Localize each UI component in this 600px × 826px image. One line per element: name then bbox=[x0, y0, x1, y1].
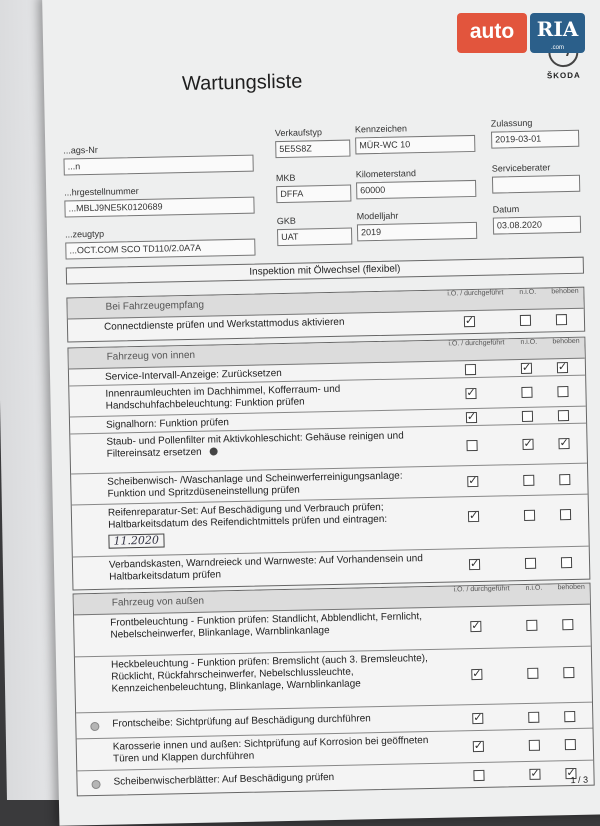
field-serviceberater: Serviceberater bbox=[492, 162, 581, 194]
field-modelljahr: Modelljahr 2019 bbox=[357, 209, 478, 242]
checklist-row: Staub- und Pollenfilter mit Aktivkohleschicht: Gehäuse reinigen und Filtereinsatz ersetzen ✓ ✓ bbox=[70, 424, 587, 475]
checkbox-behoben[interactable]: ✓ bbox=[559, 437, 569, 450]
checklist-row: Innenraumleuchten im Dachhimmel, Kofferraum- und Handschuhfachbeleuchtung: Funktion prüfen ✓ bbox=[69, 376, 586, 418]
checkbox-behoben[interactable] bbox=[559, 474, 570, 485]
marker-dot-icon bbox=[210, 448, 218, 456]
checkbox-behoben[interactable] bbox=[558, 410, 569, 421]
checklist-row: Scheibenwischerblätter: Auf Beschädigung prüfen ✓ ✓ bbox=[77, 761, 593, 796]
field-zulassung: Zulassung 2019-03-01 bbox=[491, 117, 580, 149]
autoria-watermark bbox=[457, 13, 587, 53]
checkbox-io[interactable]: ✓ bbox=[464, 314, 475, 328]
section-empfang bbox=[66, 287, 585, 343]
watermark-auto: auto bbox=[457, 13, 527, 53]
checkbox-nio[interactable] bbox=[526, 620, 537, 631]
checklist-row: Verbandskasten, Warndreieck und Warnweste: Auf Vorhandensein und Haltbarkeitsdatum prüfen ✓ bbox=[73, 547, 590, 590]
field-kilometerstand: Kilometerstand 60000 bbox=[356, 167, 477, 200]
section-aussen-header: Fahrzeug von außen i.O. / durchgeführt n.i.O. behoben bbox=[74, 584, 590, 616]
field-mkb: MKB DFFA bbox=[276, 172, 352, 204]
checkbox-nio[interactable]: ✓ bbox=[521, 361, 532, 374]
field-fahrgestellnummer: ...hrgestellnummer ...MBLJ9NE5K0120689 bbox=[64, 184, 255, 218]
skoda-brand-text: ŠKODA bbox=[546, 70, 581, 81]
checkbox-io[interactable]: ✓ bbox=[472, 667, 482, 681]
section-innen bbox=[67, 337, 590, 591]
checkbox-io[interactable]: ✓ bbox=[469, 557, 480, 571]
field-verkaufstyp: Verkaufstyp 5E5S8Z bbox=[275, 127, 351, 159]
bullet-icon bbox=[91, 780, 100, 789]
checkbox-io[interactable]: ✓ bbox=[473, 711, 483, 725]
checkbox-behoben[interactable] bbox=[560, 509, 571, 520]
checkbox-behoben[interactable] bbox=[565, 739, 576, 750]
checklist-row: Frontbeleuchtung - Funktion prüfen: Standlicht, Abblendlicht, Fernlicht, Nebelscheinwerfer, Blinkanlage, Warnblinkanlage ✓ bbox=[74, 605, 591, 658]
field-fahrzeugtyp: ...zeugtyp ...OCT.COM SCO TD110/2.0A7A bbox=[65, 226, 256, 260]
checkbox-behoben[interactable] bbox=[556, 314, 567, 325]
section-empfang-header: Bei Fahrzeugempfang i.O. / durchgeführt n.i.O. behoben bbox=[67, 288, 583, 320]
page-number: 1 / 3 bbox=[570, 774, 589, 786]
checklist-row: Signalhorn: Funktion prüfen ✓ bbox=[70, 407, 586, 435]
checkbox-behoben[interactable] bbox=[557, 386, 568, 397]
checkbox-nio[interactable] bbox=[523, 475, 534, 486]
field-gkb: GKB UAT bbox=[277, 215, 353, 247]
checkbox-nio[interactable] bbox=[527, 668, 538, 679]
section-innen-header: Fahrzeug von innen i.O. / durchgeführt n.i.O. behoben bbox=[68, 338, 584, 370]
checkbox-nio[interactable] bbox=[522, 411, 533, 422]
checkbox-behoben[interactable] bbox=[561, 557, 572, 568]
handwritten-date: 11.2020 bbox=[108, 534, 164, 549]
checkbox-io[interactable]: ✓ bbox=[468, 474, 478, 488]
checkbox-io[interactable]: ✓ bbox=[468, 509, 479, 523]
checkbox-nio[interactable] bbox=[521, 387, 532, 398]
checklist-row: Connectdienste prüfen und Werkstattmodus aktivieren ✓ bbox=[68, 309, 584, 342]
document-sheet bbox=[42, 0, 600, 826]
checkbox-io[interactable] bbox=[466, 440, 477, 451]
checkbox-behoben[interactable]: ✓ bbox=[566, 766, 576, 780]
bullet-icon bbox=[90, 722, 99, 731]
checkbox-nio[interactable] bbox=[520, 315, 531, 326]
checkbox-io[interactable]: ✓ bbox=[466, 410, 477, 424]
watermark-ria: RIA .com bbox=[530, 13, 585, 53]
checkbox-io[interactable]: ✓ bbox=[471, 619, 481, 633]
checkbox-io[interactable] bbox=[465, 364, 476, 375]
checkbox-nio[interactable]: ✓ bbox=[530, 767, 540, 780]
checkbox-behoben[interactable] bbox=[564, 711, 575, 722]
checklist-row: Frontscheibe: Sichtprüfung auf Beschädigung durchführen ✓ bbox=[76, 703, 592, 740]
inspection-type-bar: Inspektion mit Ölwechsel (flexibel) bbox=[66, 257, 584, 285]
checkbox-io[interactable]: ✓ bbox=[466, 386, 476, 400]
checklist-row: Scheibenwisch- /Waschanlage und Scheinwerferreinigungsanlage: Funktion und Spritzdüseneinstellung prüfen ✓ bbox=[71, 464, 588, 506]
checkbox-nio[interactable] bbox=[524, 510, 535, 521]
field-datum: Datum 03.08.2020 bbox=[493, 203, 582, 235]
checklist-row: Heckbeleuchtung - Funktion prüfen: Bremslicht (auch 3. Bremsleuchte), Rücklicht, Rückfahrscheinwerfer, Nebelschlussleuchte, Kennzeichenbeleuchtung, Blinkanlage, Warnblinkanlage ✓ bbox=[75, 647, 592, 714]
checkbox-io[interactable] bbox=[473, 770, 484, 781]
checkbox-nio[interactable]: ✓ bbox=[523, 437, 533, 450]
checkbox-io[interactable]: ✓ bbox=[473, 739, 484, 753]
checkbox-nio[interactable] bbox=[525, 558, 536, 569]
document-title: Wartungsliste bbox=[181, 70, 303, 96]
checkbox-nio[interactable] bbox=[528, 712, 539, 723]
checklist-row: Service-Intervall-Anzeige: Zurücksetzen ✓ ✓ bbox=[69, 359, 585, 387]
checklist-row: Reifenreparatur-Set: Auf Beschädigung und Verbrauch prüfen; Haltbarkeitsdatum des Reifendichtmittels prüfen und eintragen: 11.2020 ✓ bbox=[72, 495, 589, 558]
field-auftrag: ...ags-Nr ...n bbox=[63, 142, 254, 176]
field-kennzeichen: Kennzeichen MÜR-WC 10 bbox=[355, 122, 476, 155]
checklist-row: Karosserie innen und außen: Sichtprüfung auf Korrosion bei geöffneten Türen und Klappen durchführen ✓ bbox=[77, 729, 594, 772]
checkbox-nio[interactable] bbox=[529, 740, 540, 751]
section-aussen bbox=[73, 583, 595, 797]
checkbox-behoben[interactable]: ✓ bbox=[557, 361, 568, 374]
checkbox-behoben[interactable] bbox=[562, 619, 573, 630]
checkbox-behoben[interactable] bbox=[563, 667, 574, 678]
